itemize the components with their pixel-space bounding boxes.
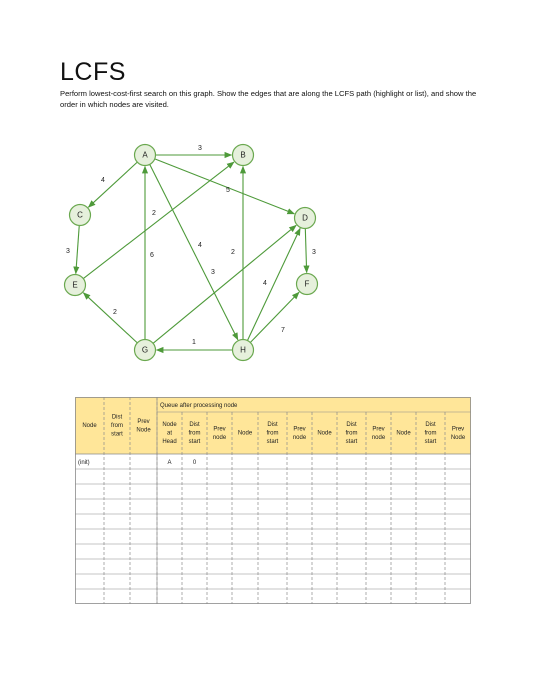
header-col-13-line-1: from (424, 430, 437, 437)
header-col-3-line-0: Node (162, 422, 177, 429)
header-col-12-line-0: Node (396, 430, 411, 437)
edge-weight-a-c: 4 (101, 176, 105, 184)
edge-a-d (155, 159, 295, 214)
header-col-9-line-0: Node (317, 430, 332, 437)
header-col-5-line-0: Prev (213, 426, 226, 433)
row-init-label: (init) (78, 460, 90, 467)
edge-d-f (305, 228, 306, 272)
header-col-5-line-1: node (212, 434, 227, 441)
edge-weight-a-h: 4 (198, 241, 202, 249)
header-col-13-line-0: Dist (425, 422, 436, 429)
edge-weight-g-e: 2 (113, 308, 117, 316)
header-col-13-line-2: start (424, 439, 437, 446)
edge-c-e (76, 225, 79, 273)
edge-g-e (83, 293, 137, 343)
header-col-14-line-1: Node (450, 434, 466, 441)
node-label-h: H (240, 345, 246, 355)
queue-caption: Queue after processing node (160, 403, 238, 410)
edge-h-d (247, 228, 300, 340)
edge-weight-a-d: 5 (226, 186, 230, 194)
edge-g-d (153, 225, 296, 343)
header-col-2-line-1: Node (136, 427, 151, 434)
header-col-11-line-1: node (371, 434, 386, 441)
edge-weight-h-g: 1 (192, 338, 196, 346)
node-label-f: F (304, 279, 310, 289)
lcfs-table (75, 397, 471, 604)
header-col-1-line-0: Dist (111, 414, 123, 421)
node-label-d: D (302, 213, 308, 223)
header-col-3-line-1: at (166, 430, 173, 437)
header-col-4-line-0: Dist (189, 422, 200, 429)
row-init-cell-4: 0 (192, 460, 197, 467)
header-col-8-line-0: Prev (293, 426, 306, 433)
header-col-1-line-1: from (111, 423, 123, 430)
edge-h-f (250, 292, 299, 342)
edge-weight-g-d: 3 (211, 268, 215, 276)
header-col-7-line-1: from (266, 430, 279, 437)
node-label-a: A (142, 150, 148, 160)
instructions-text: Perform lowest-cost-first search on this graph. Show the edges that are along the LCFS path (highlight or list), and show the order in which nodes are visited. (60, 89, 477, 109)
edge-weight-g-a: 6 (150, 251, 154, 259)
header-col-14-line-0: Prev (451, 426, 465, 433)
edge-weight-a-b: 3 (198, 144, 202, 152)
header-col-11-line-0: Prev (372, 426, 385, 433)
edge-weight-h-f: 7 (281, 326, 285, 334)
edge-e-b (83, 162, 234, 279)
row-init-cell-3: A (167, 460, 172, 467)
header-col-0-line-0: Node (82, 423, 97, 430)
header-col-4-line-2: start (188, 439, 201, 446)
node-label-e: E (72, 280, 78, 290)
edge-weight-d-f: 3 (312, 248, 316, 256)
header-col-1-line-2: start (111, 431, 123, 438)
header-col-7-line-0: Dist (267, 422, 278, 429)
edge-a-c (88, 162, 137, 207)
header-col-7-line-2: start (266, 439, 279, 446)
node-label-g: G (141, 345, 149, 355)
header-col-10-line-1: from (345, 430, 358, 437)
page-title: LCFS (60, 58, 126, 86)
header-col-2-line-0: Prev (137, 418, 150, 425)
node-label-b: B (240, 150, 246, 160)
header-col-10-line-0: Dist (346, 422, 357, 429)
header-col-4-line-1: from (188, 430, 201, 437)
edge-a-h (150, 164, 238, 339)
edge-weight-c-e: 3 (66, 247, 70, 255)
edge-weight-h-d: 4 (263, 279, 267, 287)
header-col-6-line-0: Node (237, 430, 253, 437)
edge-weight-e-b: 2 (152, 209, 156, 217)
node-label-c: C (77, 210, 83, 220)
edge-weight-h-b: 2 (231, 248, 235, 256)
header-col-10-line-2: start (345, 439, 358, 446)
header-col-8-line-1: node (292, 434, 307, 441)
header-col-3-line-2: Head (162, 439, 177, 446)
